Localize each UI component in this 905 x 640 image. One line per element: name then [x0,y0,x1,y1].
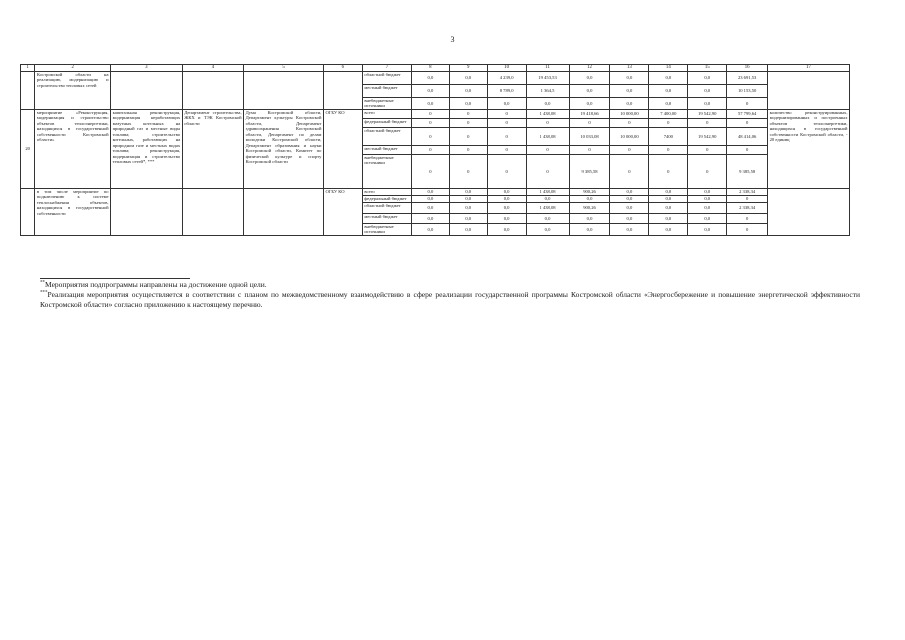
value-cell: 0,0 [411,213,449,223]
value-cell: 0,0 [526,97,569,109]
value-cell: 0,0 [649,97,688,109]
funding-source: областной бюджет [362,71,411,84]
column-number: 17 [768,65,850,72]
value-cell: 0,0 [449,71,487,84]
value-cell: 0 [449,118,487,127]
funding-source: местный бюджет [362,213,411,223]
value-cell: 1 438,08 [526,188,569,195]
value-cell: 0,0 [610,84,649,97]
executor: Департамент строительства, ЖКХ и ТЭК Костромской области [182,109,243,188]
value-cell: 0,0 [411,188,449,195]
value-cell: 0,0 [649,202,688,213]
value-cell: 0,0 [487,213,526,223]
value-cell: 0,0 [411,84,449,97]
column-number: 5 [244,65,324,72]
value-cell: 0,0 [411,202,449,213]
value-cell: 0,0 [610,202,649,213]
column-number: 12 [569,65,610,72]
value-cell: 10 153,50 [727,84,768,97]
value-cell: 0,0 [569,71,610,84]
value-cell: 0,0 [487,97,526,109]
value-cell: 0 [569,118,610,127]
table-body [21,65,850,236]
value-cell: 0 [610,154,649,188]
participants [244,188,324,235]
measure-name: Костромской области на реализацию, модернизацию и строительство тепловых сетей [35,71,111,109]
funding-source: местный бюджет [362,84,411,97]
value-cell: 0 [727,145,768,154]
value-cell: 0 [449,154,487,188]
footnote-2-mark: *** [40,290,48,296]
value-cell: 0,0 [649,84,688,97]
column-number: 10 [487,65,526,72]
value-cell: 0 [688,145,727,154]
value-cell: 0,0 [569,195,610,202]
value-cell: 0 [487,145,526,154]
footnote-2-text: Реализация мероприятия осуществляется в соответствии с планом по межведомственному взаимодействию в сфере реализации государственной программы Костромской области «Энергосбережение и повышение энергетической эффективности Костромской области» согласно приложению к настоящему перечню. [40,290,860,310]
value-cell: 0,0 [569,213,610,223]
value-cell: 10 033,08 [569,127,610,145]
value-cell: 0,0 [688,84,727,97]
value-cell: 0,0 [449,84,487,97]
value-cell: 0,0 [688,213,727,223]
value-cell: 7400 [649,127,688,145]
value-cell: 48 414,06 [727,127,768,145]
value-cell: 0,0 [649,188,688,195]
value-cell: 0,0 [449,97,487,109]
value-cell: 0,0 [449,195,487,202]
value-cell: 0,0 [449,213,487,223]
value-cell: 0,0 [649,223,688,235]
budget-code: ОГБУ КО [323,188,362,235]
column-number: 7 [362,65,411,72]
value-cell: 1 364,5 [526,84,569,97]
funding-source: всего [362,109,411,118]
value-cell: 0,0 [487,188,526,195]
value-cell: 0,0 [610,71,649,84]
table-row [21,71,850,84]
value-cell: 0 [610,118,649,127]
column-number: 16 [727,65,768,72]
value-cell: 8 789,0 [487,84,526,97]
footnote-rule [40,278,190,279]
target-indicator [768,71,850,109]
value-cell: 0,0 [411,71,449,84]
value-cell: 0 [411,145,449,154]
row-number [21,188,35,235]
column-number: 9 [449,65,487,72]
value-cell: 0,0 [569,223,610,235]
funding-source: внебюджетные источники [362,154,411,188]
column-number: 8 [411,65,449,72]
value-cell: 10 000,00 [610,109,649,118]
value-cell: 0,0 [487,202,526,213]
value-cell: 0 [526,154,569,188]
value-cell: 0,0 [449,188,487,195]
value-cell: 0,0 [649,195,688,202]
value-cell: 0,0 [526,195,569,202]
value-cell: 0,0 [649,71,688,84]
value-cell: 0 [526,118,569,127]
column-number: 3 [111,65,183,72]
value-cell: 0 [487,109,526,118]
value-cell: 0 [487,118,526,127]
funding-source: федеральный бюджет [362,118,411,127]
value-cell: 0,0 [487,223,526,235]
value-cell: 900,26 [569,188,610,195]
value-cell: 0,0 [688,188,727,195]
value-cell: 1 438,08 [526,109,569,118]
measure-name: в том числе мероприятие по подключению к системе теплоснабжения объектов, находящихся в государственной собственности [35,188,111,235]
value-cell: 0,0 [411,223,449,235]
footnote-1 [40,280,860,290]
value-cell: 0 [688,118,727,127]
value-cell: 0,0 [411,97,449,109]
column-number: 13 [610,65,649,72]
value-cell: 0 [569,145,610,154]
footnote-1-text: Мероприятия подпрограммы направлены на достижение одной цели. [45,280,267,289]
funding-source: всего [362,188,411,195]
value-cell: 0,0 [688,195,727,202]
value-cell: 9 385,58 [569,154,610,188]
value-cell: 0 [487,127,526,145]
value-cell: 0 [487,154,526,188]
budget-table [20,64,850,236]
value-cell: 0,0 [610,195,649,202]
value-cell: 57 799,64 [727,109,768,118]
value-cell: 0,0 [569,84,610,97]
value-cell: 0 [411,127,449,145]
value-cell: 0,0 [569,97,610,109]
value-cell: 9 385,58 [727,154,768,188]
funding-source: областной бюджет [362,127,411,145]
value-cell: 0,0 [688,97,727,109]
table-row [21,109,850,118]
value-cell: 0 [610,145,649,154]
value-cell: 0 [727,97,768,109]
table-row [21,188,850,195]
page-number: 3 [450,35,455,44]
value-cell: 0,0 [688,202,727,213]
value-cell: 0,0 [610,223,649,235]
value-cell: 0,0 [487,195,526,202]
funding-source: внебюджетные источники [362,223,411,235]
value-cell: 2 338,34 [727,188,768,195]
funding-source: внебюджетные источники [362,97,411,109]
column-number: 14 [649,65,688,72]
value-cell: 0 [649,154,688,188]
column-number: 6 [323,65,362,72]
measure-content [111,188,183,235]
measure-content [111,71,183,109]
row-number [21,71,35,109]
value-cell: 0 [727,118,768,127]
footnote-2 [40,290,860,310]
value-cell: 19 418,66 [569,109,610,118]
column-number: 11 [526,65,569,72]
funding-source: федеральный бюджет [362,195,411,202]
value-cell: 0 [449,145,487,154]
value-cell: 1 438,08 [526,202,569,213]
value-cell: 0,0 [449,202,487,213]
footnotes [40,278,860,310]
footnote-1-mark: ** [40,280,45,286]
target-indicator [768,188,850,235]
value-cell: 0 [727,195,768,202]
value-cell: 0 [526,145,569,154]
budget-code: ОГБУ КО [323,109,362,188]
funding-source: местный бюджет [362,145,411,154]
value-cell: 0 [727,223,768,235]
value-cell: 0,0 [526,213,569,223]
value-cell: 0,0 [688,71,727,84]
value-cell: 19 453,53 [526,71,569,84]
value-cell: 0 [411,154,449,188]
value-cell: 0,0 [610,188,649,195]
value-cell: 4 239,0 [487,71,526,84]
participants [244,71,324,109]
value-cell: 0,0 [449,223,487,235]
column-number: 1 [21,65,35,72]
target-indicator: количество реконструированных, модернизированных и построенных объектов теплоэнергетики, находящихся в государственной собственности Костромской области, - 20 единиц [768,109,850,188]
value-cell: 19 542,90 [688,109,727,118]
value-cell: 0 [449,127,487,145]
row-number: 20 [21,109,35,188]
value-cell: 900,26 [569,202,610,213]
value-cell: 0,0 [610,97,649,109]
value-cell: 0,0 [411,195,449,202]
value-cell: 0,0 [526,223,569,235]
value-cell: 1 438,08 [526,127,569,145]
value-cell: 0 [727,213,768,223]
value-cell: 0,0 [688,223,727,235]
value-cell: 7 400,00 [649,109,688,118]
column-number: 15 [688,65,727,72]
measure-content: капитальная реконструкция, модернизация неработающих мазутных котельных на природный газ и местные виды топлива; строительство котельных, работающих на природном газе и местных видах топлива; реконструкция, модернизация и строительство тепловых сетей*, *** [111,109,183,188]
measure-name: мероприятие «Реконструкция, модернизация и строительство объектов теплоэнергетики, находящихся в государственной собственности Костромской области» [35,109,111,188]
value-cell: 0 [649,145,688,154]
value-cell: 0,0 [610,213,649,223]
value-cell: 0 [449,109,487,118]
value-cell: 23 691,53 [727,71,768,84]
executor [182,71,243,109]
funding-source: областной бюджет [362,202,411,213]
value-cell: 0,0 [649,213,688,223]
header-row [21,65,850,72]
value-cell: 0 [688,154,727,188]
column-number: 4 [182,65,243,72]
value-cell: 10 000,00 [610,127,649,145]
value-cell: 0 [411,118,449,127]
value-cell: 0 [649,118,688,127]
value-cell: 19 542,90 [688,127,727,145]
column-number: 2 [35,65,111,72]
participants: Дума Костромской области, Департамент культуры Костромской области, Департамент здравоохранения Костромской области, Департамент по делам молодежи Костромской области, Департамент образования и науки Костромской области, Комитет по физической культуре и спорту Костромской области [244,109,324,188]
value-cell: 0 [411,109,449,118]
value-cell: 2 338,34 [727,202,768,213]
budget-code [323,71,362,109]
executor [182,188,243,235]
